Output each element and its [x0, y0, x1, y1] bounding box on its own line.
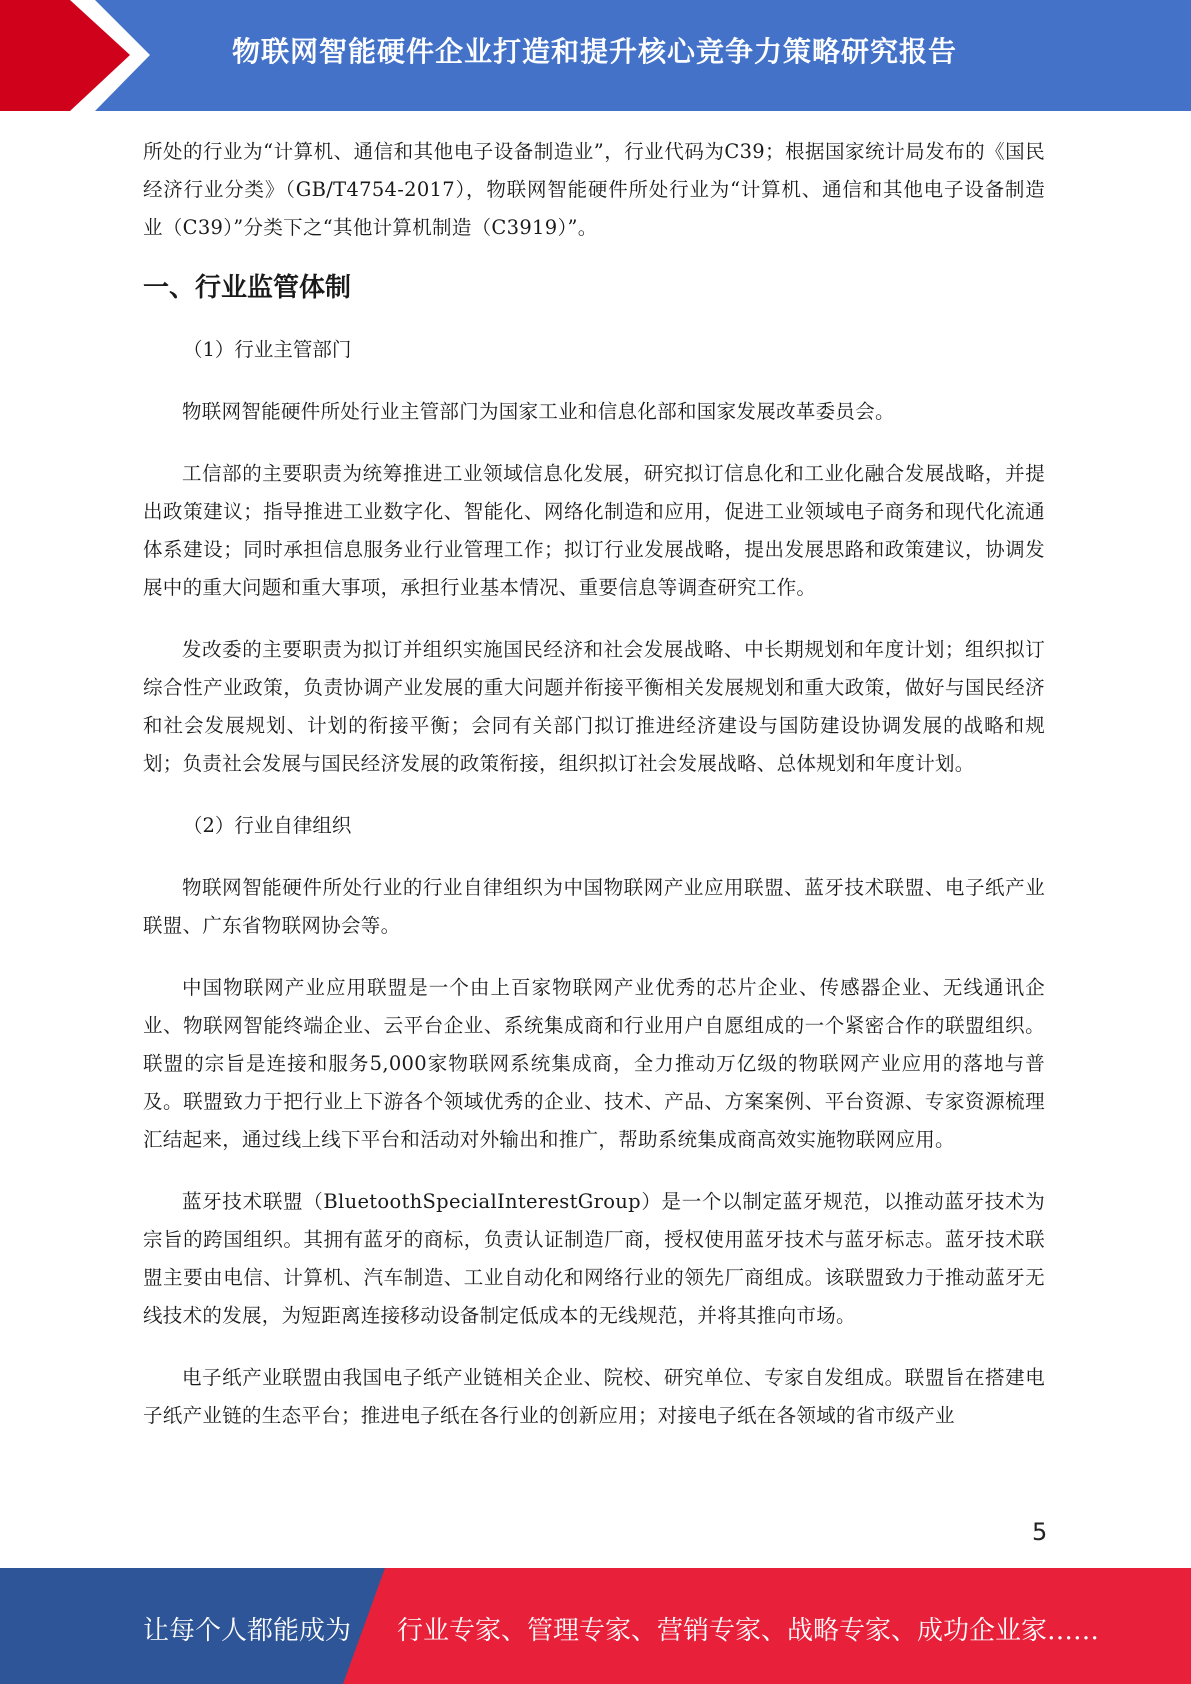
paragraph-1: 物联网智能硬件所处行业主管部门为国家工业和信息化部和国家发展改革委员会。	[182, 400, 895, 423]
footer-slogan-right: 行业专家、管理专家、营销专家、战略专家、成功企业家……	[397, 1616, 1100, 1646]
report-title: 物联网智能硬件企业打造和提升核心竞争力策略研究报告	[232, 35, 958, 68]
paragraph-3: 发改委的主要职责为拟订并组织实施国民经济和社会发展战略、中长期规划和年度计划；组织拟订综合性产业政策，负责协调产业发展的重大问题并衔接平衡相关发展规划和重大政策，做好与国民经济和社会发展规划、计划的衔接平衡；会同有关部门拟订推进经济建设与国防建设协调发展的战略和规划；负责社会发展与国民经济发展的政策衔接，组织拟订社会发展战略、总体规划和年度计划。	[143, 638, 1045, 775]
paragraph-2: 工信部的主要职责为统筹推进工业领域信息化发展，研究拟订信息化和工业化融合发展战略，并提出政策建议；指导推进工业数字化、智能化、网络化制造和应用，促进工业领域电子商务和现代化流通体系建设；同时承担信息服务业行业管理工作；拟订行业发展战略，提出发展思路和政策建议，协调发展中的重大问题和重大事项，承担行业基本情况、重要信息等调查研究工作。	[143, 462, 1045, 599]
page-header	[0, 0, 1191, 111]
paragraph-6: 蓝牙技术联盟（BluetoothSpecialInterestGroup）是一个以制定蓝牙规范，以推动蓝牙技术为宗旨的跨国组织。其拥有蓝牙的商标，负责认证制造厂商，授权使用蓝牙技术与蓝牙标志。蓝牙技术联盟主要由电信、计算机、汽车制造、工业自动化和网络行业的领先厂商组成。该联盟致力于推动蓝牙无线技术的发展，为短距离连接移动设备制定低成本的无线规范，并将其推向市场。	[143, 1190, 1045, 1327]
page-body	[143, 133, 1045, 1435]
page-footer	[0, 1568, 1191, 1684]
paragraph-4: 物联网智能硬件所处行业的行业自律组织为中国物联网产业应用联盟、蓝牙技术联盟、电子纸产业联盟、广东省物联网协会等。	[143, 876, 1045, 937]
subsection-heading-1: （1）行业主管部门	[183, 338, 352, 361]
page-number: 5	[1032, 1518, 1048, 1546]
paragraph-7: 电子纸产业联盟由我国电子纸产业链相关企业、院校、研究单位、专家自发组成。联盟旨在搭建电子纸产业链的生态平台；推进电子纸在各行业的创新应用；对接电子纸在各领域的省市级产业	[143, 1366, 1045, 1427]
intro-paragraph: 所处的行业为“计算机、通信和其他电子设备制造业”，行业代码为C39；根据国家统计局发布的《国民经济行业分类》（GB/T4754-2017），物联网智能硬件所处行业为“计算机、通信和其他电子设备制造业（C39）”分类下之“其他计算机制造（C3919）”。	[143, 140, 1045, 239]
subsection-heading-2: （2）行业自律组织	[183, 814, 352, 837]
section-heading: 一、行业监管体制	[143, 273, 352, 303]
footer-slogan-left: 让每个人都能成为	[143, 1616, 352, 1646]
paragraph-5: 中国物联网产业应用联盟是一个由上百家物联网产业优秀的芯片企业、传感器企业、无线通讯企业、物联网智能终端企业、云平台企业、系统集成商和行业用户自愿组成的一个紧密合作的联盟组织。联盟的宗旨是连接和服务5,000家物联网系统集成商，全力推动万亿级的物联网产业应用的落地与普及。联盟致力于把行业上下游各个领域优秀的企业、技术、产品、方案案例、平台资源、专家资源梳理汇结起来，通过线上线下平台和活动对外输出和推广，帮助系统集成商高效实施物联网应用。	[143, 976, 1045, 1151]
